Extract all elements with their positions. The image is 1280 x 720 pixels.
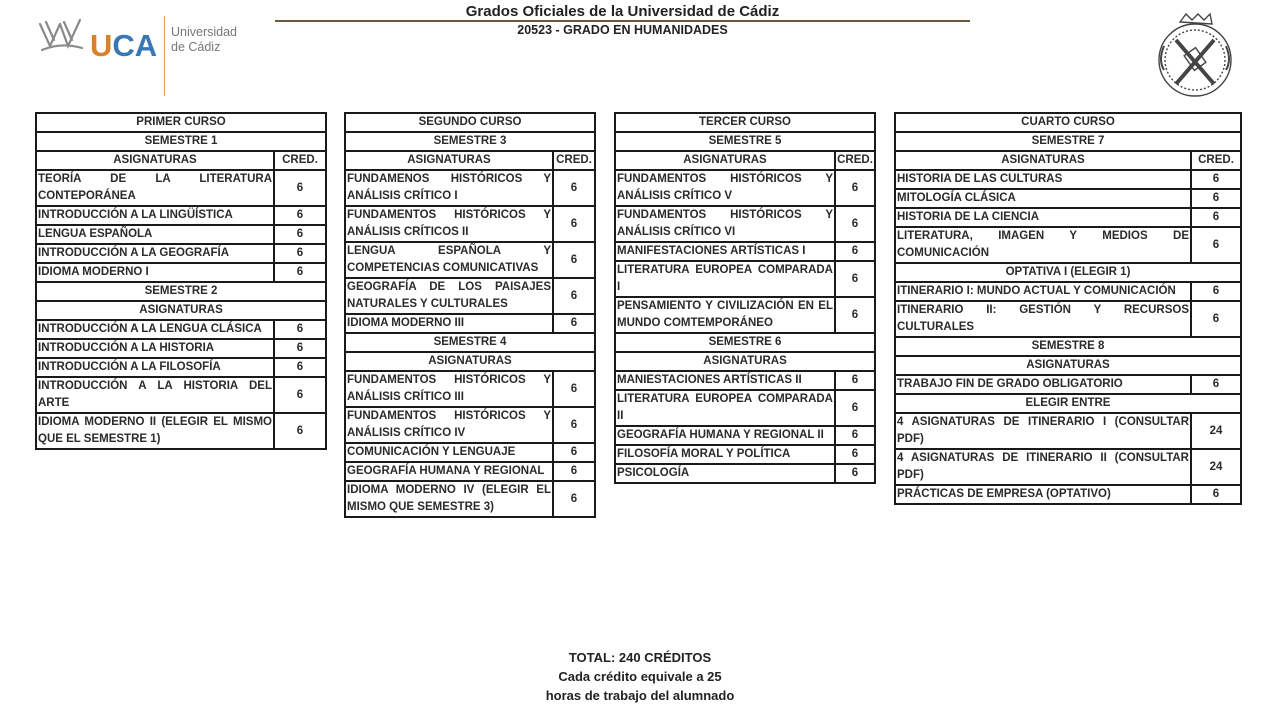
subject-name: LENGUA ESPAÑOLA xyxy=(36,225,274,244)
section-header: ASIGNATURAS xyxy=(345,352,595,371)
course-title: CUARTO CURSO xyxy=(895,113,1241,132)
section-row xyxy=(345,132,595,151)
subject-name: MITOLOGÍA CLÁSICA xyxy=(895,189,1191,208)
curso-table xyxy=(35,112,327,450)
subject-row xyxy=(345,206,595,242)
subject-credits: 6 xyxy=(835,426,875,445)
subject-name: LITERATURA EUROPEA COMPARADA II xyxy=(615,390,835,426)
subjects-column-header: ASIGNATURAS xyxy=(615,151,835,170)
subjects-column-header: ASIGNATURAS xyxy=(345,151,553,170)
subject-row xyxy=(345,314,595,333)
subject-name: PENSAMIENTO Y CIVILIZACIÓN EN EL MUNDO COMTEMPORÁNEO xyxy=(615,297,835,333)
subject-row xyxy=(615,170,875,206)
section-header: SEMESTRE 2 xyxy=(36,282,326,301)
subject-name: FUNDAMENTOS HISTÓRICOS Y ANÁLISIS CRÍTICO V xyxy=(615,170,835,206)
subject-name: FUNDAMENTOS HISTÓRICOS Y ANÁLISIS CRÍTICO III xyxy=(345,371,553,407)
subject-row xyxy=(615,242,875,261)
subject-name: ITINERARIO II: GESTIÓN Y RECURSOS CULTURALES xyxy=(895,301,1191,337)
section-row xyxy=(895,337,1241,356)
subject-row xyxy=(895,170,1241,189)
subject-row xyxy=(615,464,875,483)
logo-divider xyxy=(164,16,165,96)
subject-credits: 6 xyxy=(553,242,595,278)
subject-row xyxy=(345,278,595,314)
subject-credits: 6 xyxy=(274,377,326,413)
curso-table xyxy=(614,112,876,484)
subject-name: 4 ASIGNATURAS DE ITINERARIO I (CONSULTAR PDF) xyxy=(895,413,1191,449)
subject-credits: 6 xyxy=(835,445,875,464)
section-header: ELEGIR ENTRE xyxy=(895,394,1241,413)
subject-credits: 6 xyxy=(553,314,595,333)
section-header: ASIGNATURAS xyxy=(615,352,875,371)
subject-name: MANIFESTACIONES ARTÍSTICAS I xyxy=(615,242,835,261)
section-header: SEMESTRE 5 xyxy=(615,132,875,151)
section-header: SEMESTRE 1 xyxy=(36,132,326,151)
subject-name: FUNDAMENTOS HISTÓRICOS Y ANÁLISIS CRÍTICO IV xyxy=(345,407,553,443)
subject-name: TEORÍA DE LA LITERATURA CONTEPORÁNEA xyxy=(36,170,274,206)
uca-wordmark: UCA xyxy=(90,28,158,63)
credits-column-header: CRED. xyxy=(835,151,875,170)
subject-row xyxy=(615,206,875,242)
subject-name: GEOGRAFÍA HUMANA Y REGIONAL II xyxy=(615,426,835,445)
subject-name: GEOGRAFÍA HUMANA Y REGIONAL xyxy=(345,462,553,481)
subject-row xyxy=(345,443,595,462)
section-row xyxy=(36,151,326,170)
subject-credits: 6 xyxy=(835,261,875,297)
page-title: Grados Oficiales de la Universidad de Cádiz xyxy=(465,3,780,20)
curso-table xyxy=(894,112,1242,505)
section-row xyxy=(615,333,875,352)
subject-name: FILOSOFÍA MORAL Y POLÍTICA xyxy=(615,445,835,464)
section-header: SEMESTRE 6 xyxy=(615,333,875,352)
section-header: SEMESTRE 3 xyxy=(345,132,595,151)
subject-credits: 6 xyxy=(835,242,875,261)
faculty-seal-icon xyxy=(1152,10,1238,100)
uca-logo xyxy=(38,16,258,96)
subject-name: GEOGRAFÍA DE LOS PAISAJES NATURALES Y CULTURALES xyxy=(345,278,553,314)
subjects-column-header: ASIGNATURAS xyxy=(36,151,274,170)
subject-credits: 6 xyxy=(553,407,595,443)
subject-row xyxy=(345,170,595,206)
subject-credits: 6 xyxy=(835,390,875,426)
curso-table xyxy=(344,112,596,518)
section-row xyxy=(345,151,595,170)
subject-credits: 6 xyxy=(835,170,875,206)
subject-name: INTRODUCCIÓN A LA FILOSOFÍA xyxy=(36,358,274,377)
subject-row xyxy=(895,413,1241,449)
subject-row xyxy=(36,263,326,282)
subject-row xyxy=(36,206,326,225)
subject-row xyxy=(615,261,875,297)
subject-name: PRÁCTICAS DE EMPRESA (OPTATIVO) xyxy=(895,485,1191,504)
subject-row xyxy=(615,297,875,333)
subject-row xyxy=(895,375,1241,394)
section-row xyxy=(895,394,1241,413)
section-row xyxy=(615,132,875,151)
subject-row xyxy=(895,208,1241,227)
subject-credits: 6 xyxy=(835,371,875,390)
subject-name: INTRODUCCIÓN A LA HISTORIA xyxy=(36,339,274,358)
subject-row xyxy=(345,407,595,443)
subject-credits: 6 xyxy=(274,413,326,449)
subject-credits: 6 xyxy=(274,263,326,282)
subject-credits: 6 xyxy=(553,278,595,314)
subject-name: PSICOLOGÍA xyxy=(615,464,835,483)
course-title-row xyxy=(36,113,326,132)
subject-row xyxy=(345,481,595,517)
subject-row xyxy=(615,371,875,390)
subject-row xyxy=(36,320,326,339)
section-header: SEMESTRE 8 xyxy=(895,337,1241,356)
subject-name: FUNDAMENOS HISTÓRICOS Y ANÁLISIS CRÍTICO I xyxy=(345,170,553,206)
subject-name: INTRODUCCIÓN A LA HISTORIA DEL ARTE xyxy=(36,377,274,413)
subject-row xyxy=(36,413,326,449)
subject-name: IDIOMA MODERNO III xyxy=(345,314,553,333)
section-header: SEMESTRE 7 xyxy=(895,132,1241,151)
credits-column-header: CRED. xyxy=(274,151,326,170)
subject-name: INTRODUCCIÓN A LA LINGÜÍSTICA xyxy=(36,206,274,225)
subject-credits: 6 xyxy=(274,170,326,206)
subject-name: HISTORIA DE LAS CULTURAS xyxy=(895,170,1191,189)
subject-credits: 6 xyxy=(274,339,326,358)
subjects-column-header: ASIGNATURAS xyxy=(895,151,1191,170)
section-row xyxy=(36,282,326,301)
subject-name: MANIESTACIONES ARTÍSTICAS II xyxy=(615,371,835,390)
section-row xyxy=(615,151,875,170)
section-header: SEMESTRE 4 xyxy=(345,333,595,352)
subject-credits: 6 xyxy=(835,297,875,333)
section-row xyxy=(36,132,326,151)
subject-credits: 6 xyxy=(553,371,595,407)
university-name xyxy=(171,25,237,55)
credits-column-header: CRED. xyxy=(553,151,595,170)
subject-row xyxy=(895,282,1241,301)
subject-name: COMUNICACIÓN Y LENGUAJE xyxy=(345,443,553,462)
course-title: SEGUNDO CURSO xyxy=(345,113,595,132)
course-title: TERCER CURSO xyxy=(615,113,875,132)
subject-name: 4 ASIGNATURAS DE ITINERARIO II (CONSULTAR PDF) xyxy=(895,449,1191,485)
section-row xyxy=(895,132,1241,151)
subject-name: LITERATURA EUROPEA COMPARADA I xyxy=(615,261,835,297)
subject-row xyxy=(36,225,326,244)
subject-name: ITINERARIO I: MUNDO ACTUAL Y COMUNICACIÓN xyxy=(895,282,1191,301)
subject-credits: 6 xyxy=(274,320,326,339)
subject-credits: 6 xyxy=(274,206,326,225)
subject-credits: 6 xyxy=(553,462,595,481)
section-row xyxy=(895,356,1241,375)
section-header: OPTATIVA I (ELEGIR 1) xyxy=(895,263,1241,282)
course-title: PRIMER CURSO xyxy=(36,113,326,132)
subject-credits: 6 xyxy=(1191,208,1241,227)
subject-credits: 6 xyxy=(553,170,595,206)
subject-credits: 6 xyxy=(1191,170,1241,189)
subject-credits: 6 xyxy=(553,481,595,517)
subject-credits: 24 xyxy=(1191,449,1241,485)
subject-credits: 6 xyxy=(835,464,875,483)
section-row xyxy=(895,263,1241,282)
uca-logo-mark-icon xyxy=(38,16,84,54)
subject-row xyxy=(345,242,595,278)
university-name-line2: de Cádiz xyxy=(171,40,221,54)
subject-credits: 6 xyxy=(274,358,326,377)
subject-row xyxy=(345,462,595,481)
subject-row xyxy=(895,485,1241,504)
subject-row xyxy=(615,390,875,426)
subject-credits: 6 xyxy=(274,225,326,244)
university-name-line1: Universidad xyxy=(171,25,238,39)
section-row xyxy=(345,352,595,371)
subject-credits: 6 xyxy=(1191,227,1241,263)
page-subtitle: 20523 - GRADO EN HUMANIDADES xyxy=(517,23,728,37)
subject-name: IDIOMA MODERNO I xyxy=(36,263,274,282)
course-title-row xyxy=(615,113,875,132)
subject-credits: 6 xyxy=(1191,485,1241,504)
section-row xyxy=(36,301,326,320)
credit-note-line1: Cada crédito equivale a 25 xyxy=(558,669,722,684)
subject-credits: 6 xyxy=(1191,301,1241,337)
subject-name: INTRODUCCIÓN A LA GEOGRAFÍA xyxy=(36,244,274,263)
subject-name: FUNDAMENTOS HISTÓRICOS Y ANÁLISIS CRÍTICOS II xyxy=(345,206,553,242)
course-title-row xyxy=(345,113,595,132)
subject-row xyxy=(36,170,326,206)
course-title-row xyxy=(895,113,1241,132)
subject-row xyxy=(895,189,1241,208)
subject-row xyxy=(895,301,1241,337)
subject-name: INTRODUCCIÓN A LA LENGUA CLÁSICA xyxy=(36,320,274,339)
subject-row xyxy=(36,339,326,358)
subject-row xyxy=(895,449,1241,485)
credit-note-line2: horas de trabajo del alumnado xyxy=(545,688,735,703)
subject-credits: 6 xyxy=(1191,282,1241,301)
total-credits: TOTAL: 240 CRÉDITOS xyxy=(568,650,712,665)
subject-row xyxy=(895,227,1241,263)
subject-credits: 6 xyxy=(1191,375,1241,394)
credits-column-header: CRED. xyxy=(1191,151,1241,170)
subject-name: IDIOMA MODERNO II (ELEGIR EL MISMO QUE EL SEMESTRE 1) xyxy=(36,413,274,449)
subject-row xyxy=(345,371,595,407)
credits-summary xyxy=(490,648,790,705)
subject-row xyxy=(36,244,326,263)
subject-row xyxy=(615,445,875,464)
subject-name: FUNDAMENTOS HISTÓRICOS Y ANÁLISIS CRÍTICO VI xyxy=(615,206,835,242)
subject-name: TRABAJO FIN DE GRADO OBLIGATORIO xyxy=(895,375,1191,394)
subject-row xyxy=(36,377,326,413)
section-row xyxy=(345,333,595,352)
subject-name: LITERATURA, IMAGEN Y MEDIOS DE COMUNICACIÓN xyxy=(895,227,1191,263)
section-header: ASIGNATURAS xyxy=(36,301,326,320)
subject-name: HISTORIA DE LA CIENCIA xyxy=(895,208,1191,227)
subject-row xyxy=(36,358,326,377)
section-header: ASIGNATURAS xyxy=(895,356,1241,375)
subject-credits: 6 xyxy=(1191,189,1241,208)
subject-name: LENGUA ESPAÑOLA Y COMPETENCIAS COMUNICATIVAS xyxy=(345,242,553,278)
subject-credits: 6 xyxy=(553,443,595,462)
subject-credits: 6 xyxy=(553,206,595,242)
subject-credits: 6 xyxy=(274,244,326,263)
section-row xyxy=(615,352,875,371)
subject-row xyxy=(615,426,875,445)
subject-name: IDIOMA MODERNO IV (ELEGIR EL MISMO QUE SEMESTRE 3) xyxy=(345,481,553,517)
section-row xyxy=(895,151,1241,170)
subject-credits: 24 xyxy=(1191,413,1241,449)
subject-credits: 6 xyxy=(835,206,875,242)
